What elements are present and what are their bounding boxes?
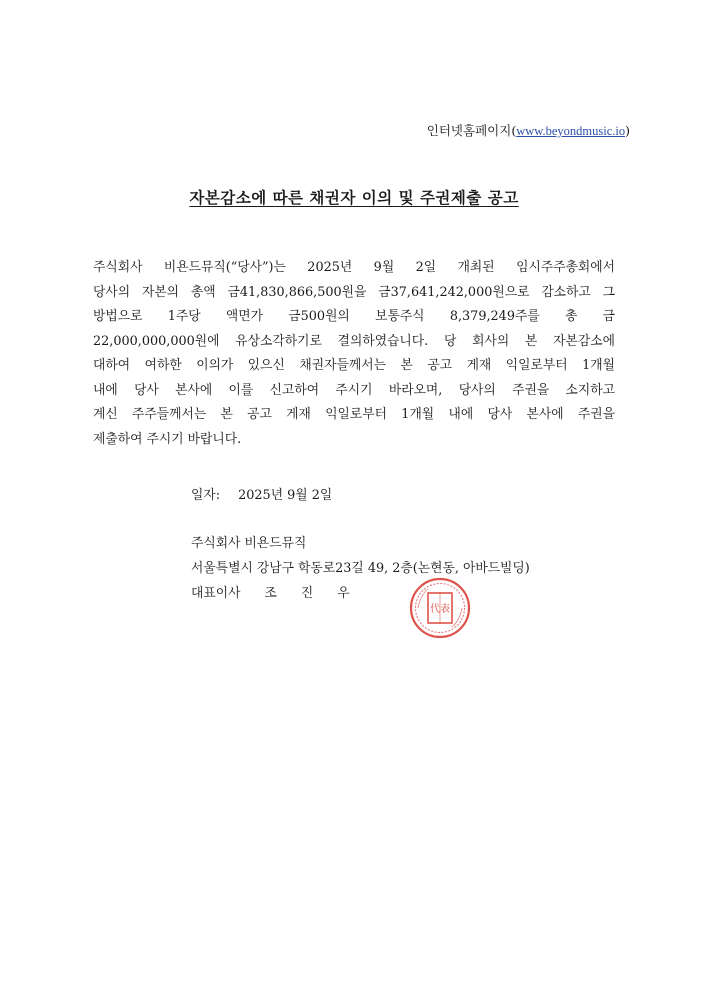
ceo-name-char-3: 우 (337, 586, 350, 601)
homepage-open-paren: ( (511, 123, 517, 138)
ceo-name-char-2: 진 (300, 586, 314, 601)
homepage-link[interactable]: www.beyondmusic.io (516, 124, 626, 138)
body-line-8: 제출하여 주시기 바랍니다. (93, 431, 242, 447)
date-value: 2025년 9월 2일 (238, 488, 333, 503)
company-seal-icon (408, 576, 472, 640)
body-line-5: 대하여 여하한 이의가 있으신 채권자들께서는 본 공고 게재 익일로부터 1개월 (93, 358, 615, 373)
date-line (191, 484, 332, 503)
body-line-2: 당사의 자본의 총액 금41,830,866,500원을 금37,641,242,000원으로 감소하고 그 (93, 284, 615, 300)
homepage-close-paren: ) (625, 123, 630, 138)
ceo-title: 대표이사 (191, 586, 241, 601)
body-line-6: 내에 당사 본사에 이를 신고하여 주시기 바라오며, 당사의 주권을 소지하고 (93, 382, 615, 398)
homepage-label: 인터넷홈페이지 (426, 123, 512, 138)
company-address: 서울특별시 강남구 학동로23길 49, 2층(논현동, 아바드빌딩) (191, 561, 530, 576)
company-name: 주식회사 비욘드뮤직 (191, 536, 307, 551)
notice-body (93, 256, 615, 452)
notice-title: 자본감소에 따른 채권자 이의 및 주권제출 공고 (189, 188, 519, 207)
company-block (191, 531, 530, 606)
ceo-row (191, 581, 530, 606)
body-line-7: 계신 주주들께서는 본 공고 게재 익일로부터 1개월 내에 당사 본사에 주권을 (93, 407, 615, 422)
body-line-3: 방법으로 1주당 액면가 금500원의 보통주식 8,379,249주를 총 금 (93, 309, 615, 324)
homepage-line (427, 121, 630, 139)
notice-title-wrapper (0, 186, 708, 208)
body-line-4: 22,000,000,000원에 유상소각하기로 결의하였습니다. 당 회사의 본 자본감소에 (93, 333, 615, 349)
body-line-1: 주식회사 비욘드뮤직(“당사”)는 2025년 9월 2일 개최된 임시주주총회에서 (93, 260, 615, 275)
seal-text: 代表 (430, 604, 450, 615)
ceo-name-char-1: 조 (264, 586, 277, 601)
date-label: 일자: (191, 488, 221, 503)
ceo-name (264, 586, 373, 601)
